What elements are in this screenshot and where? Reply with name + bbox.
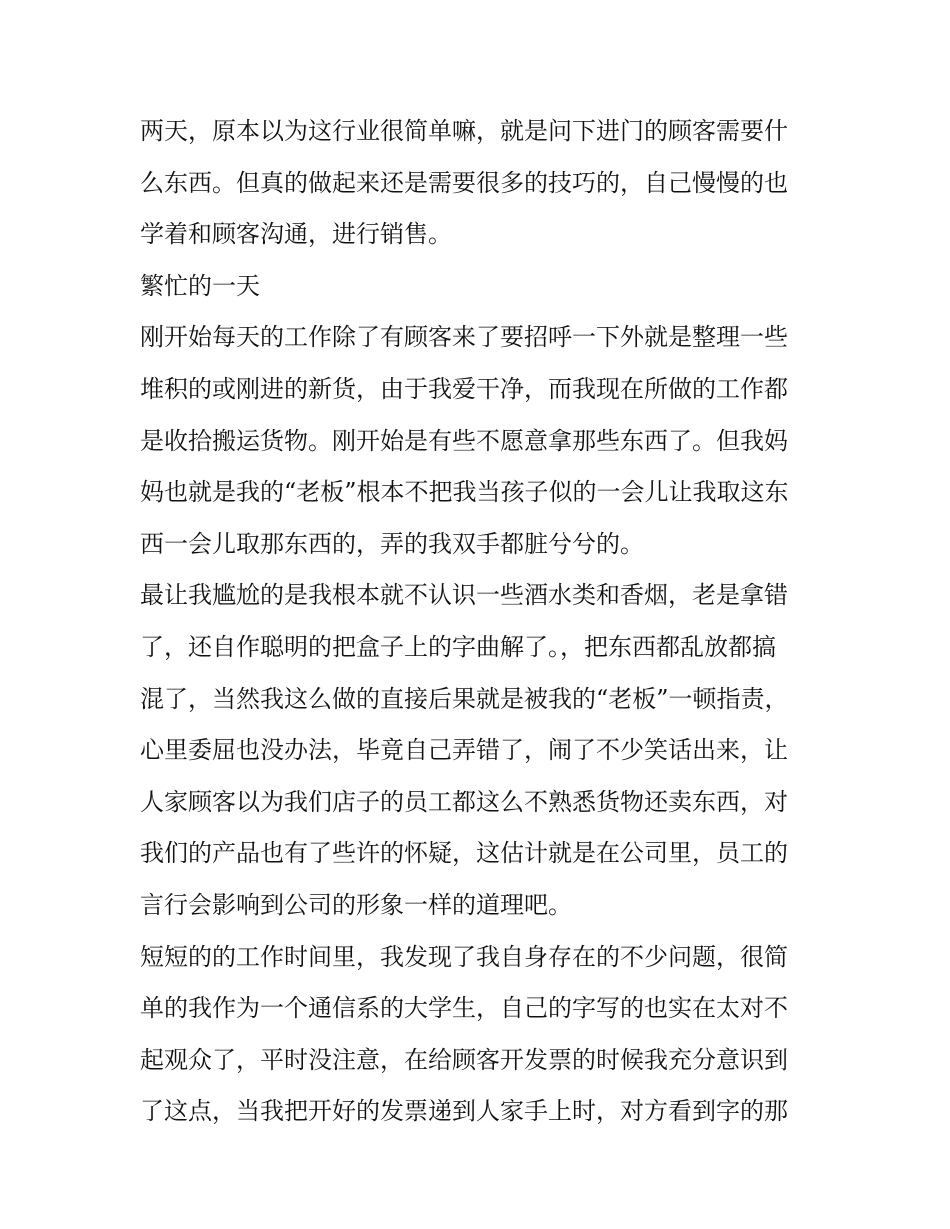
text-line: 心里委屈也没办法，毕竟自己弄错了，闹了不少笑话出来，让 — [140, 736, 788, 765]
text-line: 单的我作为一个通信系的大学生，自己的字写的也实在太对不 — [140, 994, 788, 1023]
text-line: 人家顾客以为我们店子的员工都这么不熟悉货物还卖东西，对 — [140, 787, 788, 816]
text-line: 最让我尴尬的是我根本就不认识一些酒水类和香烟，老是拿错 — [140, 581, 788, 610]
text-line: 西一会儿取那东西的，弄的我双手都脏兮兮的。 — [140, 529, 644, 558]
text-line: 刚开始每天的工作除了有顾客来了要招呼一下外就是整理一些 — [140, 323, 788, 352]
text-line: 混了，当然我这么做的直接后果就是被我的“老板”一顿指责， — [140, 684, 789, 713]
text-line: 我们的产品也有了些许的怀疑，这估计就是在公司里，员工的 — [140, 839, 788, 868]
text-line: 起观众了，平时没注意，在给顾客开发票的时候我充分意识到 — [140, 1045, 788, 1074]
text-line: 学着和顾客沟通，进行销售。 — [140, 220, 452, 249]
text-line: 妈也就是我的“老板”根本不把我当孩子似的一会儿让我取这东 — [140, 478, 789, 507]
text-line: 言行会影响到公司的形象一样的道理吧。 — [140, 890, 572, 919]
document-body — [140, 106, 830, 1138]
text-line: 了，还自作聪明的把盒子上的字曲解了。，把东西都乱放都搞 — [140, 632, 776, 661]
text-line: 是收拾搬运货物。刚开始是有些不愿意拿那些东西了。但我妈 — [140, 426, 788, 455]
section-heading: 繁忙的一天 — [140, 271, 260, 300]
text-line: 短短的的工作时间里，我发现了我自身存在的不少问题，很简 — [140, 942, 788, 971]
text-line: 了这点，当我把开好的发票递到人家手上时，对方看到字的那 — [140, 1097, 788, 1126]
text-line: 么东西。但真的做起来还是需要很多的技巧的，自己慢慢的也 — [140, 168, 788, 197]
text-line: 两天，原本以为这行业很简单嘛，就是问下进门的顾客需要什 — [140, 117, 788, 145]
text-line: 堆积的或刚进的新货，由于我爱干净，而我现在所做的工作都 — [140, 374, 788, 403]
